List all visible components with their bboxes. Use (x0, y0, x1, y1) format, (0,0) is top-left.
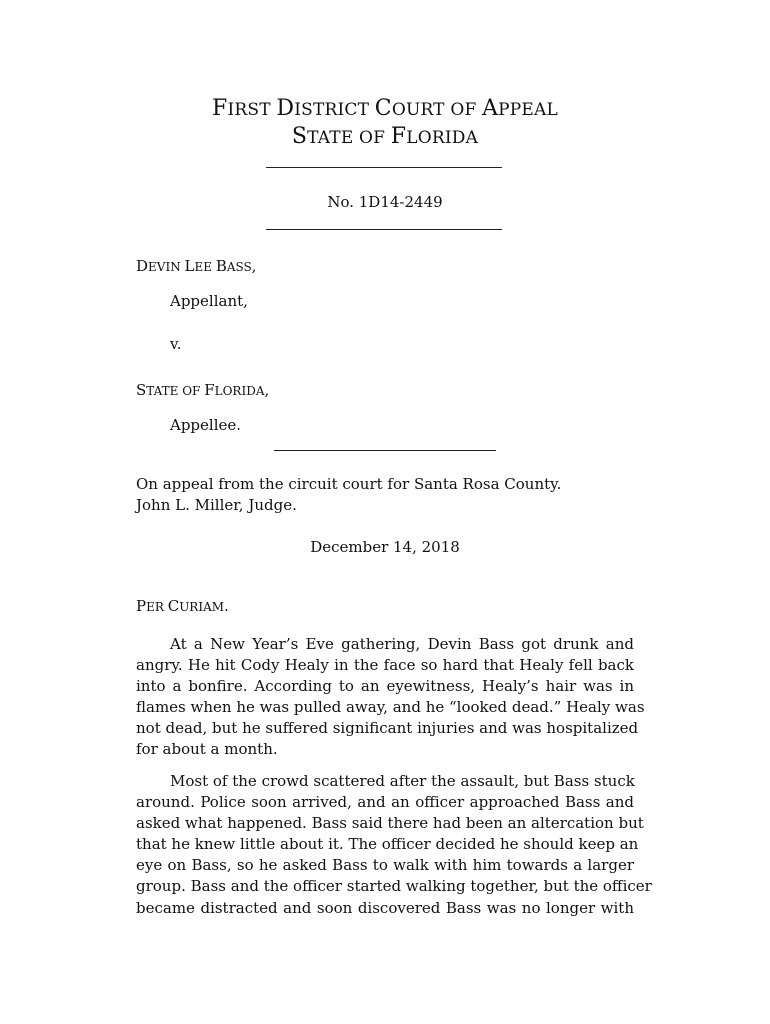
smallcaps-segment: LORIDA (406, 128, 479, 148)
smallcaps-segment: EVIN (148, 260, 185, 274)
header-divider-bottom (266, 229, 502, 230)
smallcaps-segment: C (167, 597, 180, 615)
header-divider-top (266, 167, 502, 168)
paragraph-line: asked what happened. Bass said there had been an altercation but (136, 814, 644, 833)
paragraph-line: At a New Year’s Eve gathering, Devin Bass got drunk and (170, 635, 634, 653)
appellant-role: Appellant, (170, 292, 248, 310)
smallcaps-segment: ER (146, 600, 168, 614)
per-curiam-heading (136, 596, 229, 617)
case-number: No. 1D14-2449 (327, 193, 443, 211)
paragraph-line: angry. He hit Cody Healy in the face so hard that Healy fell back (136, 656, 634, 675)
smallcaps-segment: S (291, 124, 308, 149)
smallcaps-segment: F (211, 96, 228, 121)
smallcaps-segment: TATE OF (146, 384, 205, 398)
smallcaps-segment: C (374, 96, 392, 121)
paragraph-line: that he knew little about it. The officer decided he should keep an (136, 835, 639, 854)
smallcaps-segment: , (251, 257, 257, 275)
appeal-judge: John L. Miller, Judge. (136, 496, 297, 514)
smallcaps-segment: TATE OF (307, 128, 391, 148)
smallcaps-segment: ASS (226, 260, 252, 274)
caption-divider (274, 450, 496, 451)
smallcaps-segment: EE (194, 260, 216, 274)
smallcaps-segment: A (482, 96, 499, 121)
smallcaps-segment: IRST (227, 100, 277, 120)
smallcaps-segment: URIAM (179, 600, 225, 614)
court-name-heading (0, 96, 770, 122)
smallcaps-segment: F (204, 381, 215, 399)
paragraph-line: Most of the crowd scattered after the assault, but Bass stuck (170, 772, 635, 790)
appellee-name (136, 380, 269, 401)
smallcaps-segment: D (136, 257, 149, 275)
smallcaps-segment: PPEAL (498, 100, 559, 120)
smallcaps-segment: , (264, 381, 270, 399)
smallcaps-segment: B (215, 257, 227, 275)
paragraph-line: for about a month. (136, 740, 278, 759)
paragraph-line: around. Police soon arrived, and an officer approached Bass and (136, 793, 634, 812)
smallcaps-segment: P (136, 597, 147, 615)
paragraph-line: not dead, but he suffered significant injuries and was hospitalized (136, 719, 639, 738)
smallcaps-segment: LORIDA (214, 384, 265, 398)
smallcaps-segment: OURT OF (391, 100, 483, 120)
smallcaps-segment: S (136, 381, 147, 399)
paragraph-line: flames when he was pulled away, and he “looked dead.” Healy was (136, 698, 645, 717)
smallcaps-segment: ISTRICT (294, 100, 375, 120)
paragraph-line: became distracted and soon discovered Bass was no longer with (136, 898, 634, 917)
opinion-paragraph (136, 634, 645, 761)
appellant-name (136, 256, 257, 277)
appeal-source: On appeal from the circuit court for Santa Rosa County. (136, 475, 562, 493)
court-state-heading (0, 124, 770, 150)
decision-date: December 14, 2018 (310, 538, 460, 556)
paragraph-line: into a bonfire. According to an eyewitness, Healy’s hair was in (136, 677, 634, 696)
smallcaps-segment: F (390, 124, 407, 149)
smallcaps-segment: L (184, 257, 195, 275)
smallcaps-segment: D (276, 96, 295, 121)
paragraph-line: group. Bass and the officer started walking together, but the officer (136, 877, 652, 896)
appellee-role: Appellee. (170, 416, 242, 434)
opinion-paragraph (136, 771, 652, 919)
paragraph-line: eye on Bass, so he asked Bass to walk with him towards a larger (136, 856, 634, 875)
smallcaps-segment: . (224, 597, 229, 615)
versus-label: v. (170, 335, 182, 353)
